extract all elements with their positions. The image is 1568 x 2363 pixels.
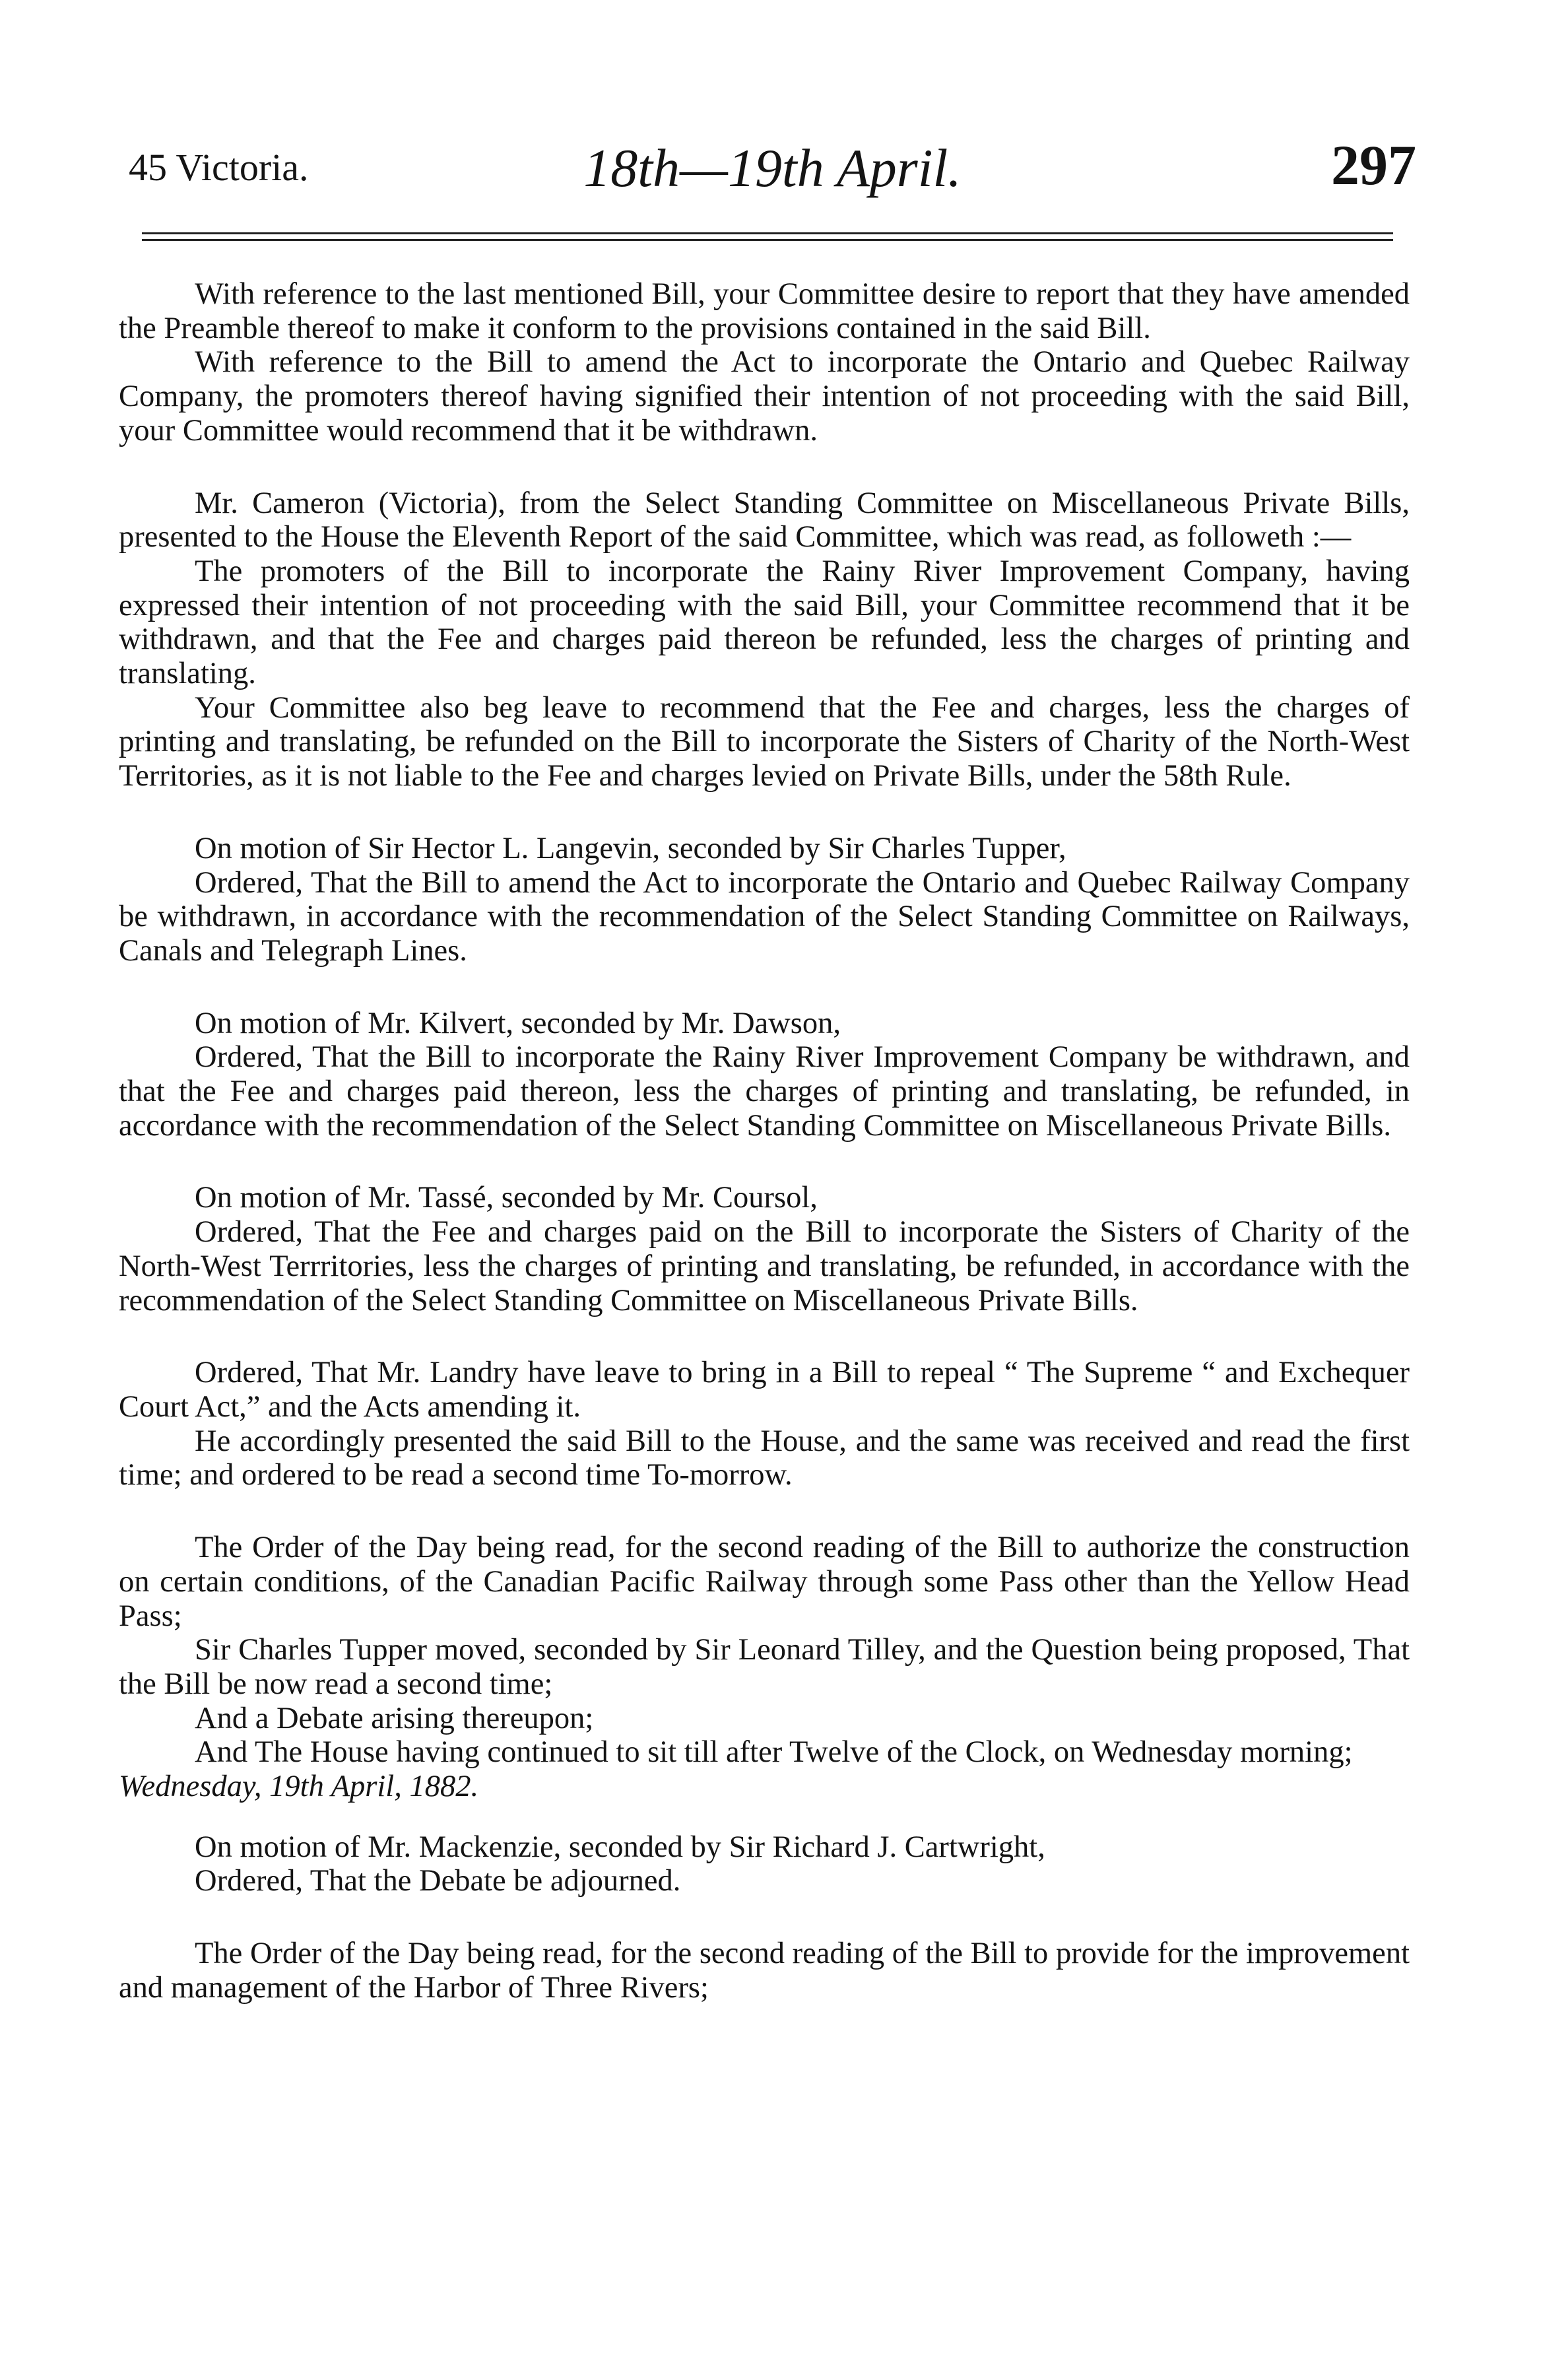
order-of-day-paragraph: The Order of the Day being read, for the second reading of the Bill to provide for the improvement and management of the Harbor of Three Rivers; xyxy=(119,1937,1410,2005)
committee-report-paragraph: With reference to the last mentioned Bill, your Committee desire to report that they have amended the Preamble thereof to make it conform to the provisions contained in the said Bill. xyxy=(119,277,1410,345)
sitting-date: Wednesday, 19th April, 1882. xyxy=(119,1770,479,1804)
bill-presented-paragraph: He accordingly presented the said Bill to the House, and the same was received and read the first time; and ordered to be read a second time To-morrow. xyxy=(119,1424,1410,1492)
regnal-year: 45 Victoria. xyxy=(129,146,309,189)
journal-body xyxy=(119,277,1410,2005)
page-number: 297 xyxy=(1331,133,1416,197)
report-presented-paragraph: Mr. Cameron (Victoria), from the Select Standing Committee on Miscellaneous Private Bills, presented to the House the Eleventh Report of the said Committee, which was read, as followeth :— xyxy=(119,486,1410,554)
order-paragraph: Ordered, That the Fee and charges paid on the Bill to incorporate the Sisters of Charity of the North-West Terrritories, less the charges of printing and translating, be refunded, in accordance with the recommendation of the Select Standing Committee on Miscellaneous Private Bills. xyxy=(119,1215,1410,1317)
page-header xyxy=(129,132,1416,211)
order-of-day-paragraph: The Order of the Day being read, for the second reading of the Bill to authorize the construction on certain conditions, of the Canadian Pacific Railway through some Pass other than the Yellow Head Pass; xyxy=(119,1531,1410,1633)
report-body-paragraph: Your Committee also beg leave to recommend that the Fee and charges, less the charges of printing and translating, be refunded on the Bill to incorporate the Sisters of Charity of the North-West Territories, as it is not liable to the Fee and charges levied on Private Bills, under the 58th Rule. xyxy=(119,690,1410,793)
motion-line: On motion of Sir Hector L. Langevin, seconded by Sir Charles Tupper, xyxy=(195,831,1066,865)
motion-line: On motion of Mr. Kilvert, seconded by Mr. Dawson, xyxy=(195,1006,841,1040)
order-paragraph: Ordered, That the Bill to incorporate the Rainy River Improvement Company be withdrawn, and that the Fee and charges paid thereon, less the charges of printing and translating, be refunded, in accordance with the recommendation of the Select Standing Committee on Miscellaneous Private Bills. xyxy=(119,1040,1410,1143)
sitting-paragraph: And The House having continued to sit till after Twelve of the Clock, on Wednesday morning; xyxy=(195,1735,1353,1770)
header-date: 18th—19th April. xyxy=(583,138,962,198)
order-paragraph: Ordered, That Mr. Landry have leave to bring in a Bill to repeal “ The Supreme “ and Exchequer Court Act,” and the Acts amending it. xyxy=(119,1356,1410,1424)
header-rule-top xyxy=(142,232,1393,234)
debate-line: And a Debate arising thereupon; xyxy=(195,1701,594,1735)
header-rule-bottom xyxy=(142,239,1393,241)
motion-line: On motion of Mr. Mackenzie, seconded by Sir Richard J. Cartwright, xyxy=(195,1830,1045,1864)
order-paragraph: Ordered, That the Bill to amend the Act to incorporate the Ontario and Quebec Railway Company be withdrawn, in accordance with the recommendation of the Select Standing Committee on Railways, Canals and Telegraph Lines. xyxy=(119,865,1410,968)
committee-report-paragraph: With reference to the Bill to amend the Act to incorporate the Ontario and Quebec Railway Company, the promoters thereof having signified their intention of not proceeding with the said Bill, your Committee would recommend that it be withdrawn. xyxy=(119,345,1410,448)
report-body-paragraph: The promoters of the Bill to incorporate the Rainy River Improvement Company, having expressed their intention of not proceeding with the said Bill, your Committee recommend that it be withdrawn, and that the Fee and charges paid thereon be refunded, less the charges of printing and translating. xyxy=(119,554,1410,691)
motion-paragraph: Sir Charles Tupper moved, seconded by Sir Leonard Tilley, and the Question being proposed, That the Bill be now read a second time; xyxy=(119,1633,1410,1701)
motion-line: On motion of Mr. Tassé, seconded by Mr. Coursol, xyxy=(195,1181,818,1215)
order-paragraph: Ordered, That the Debate be adjourned. xyxy=(195,1864,681,1898)
